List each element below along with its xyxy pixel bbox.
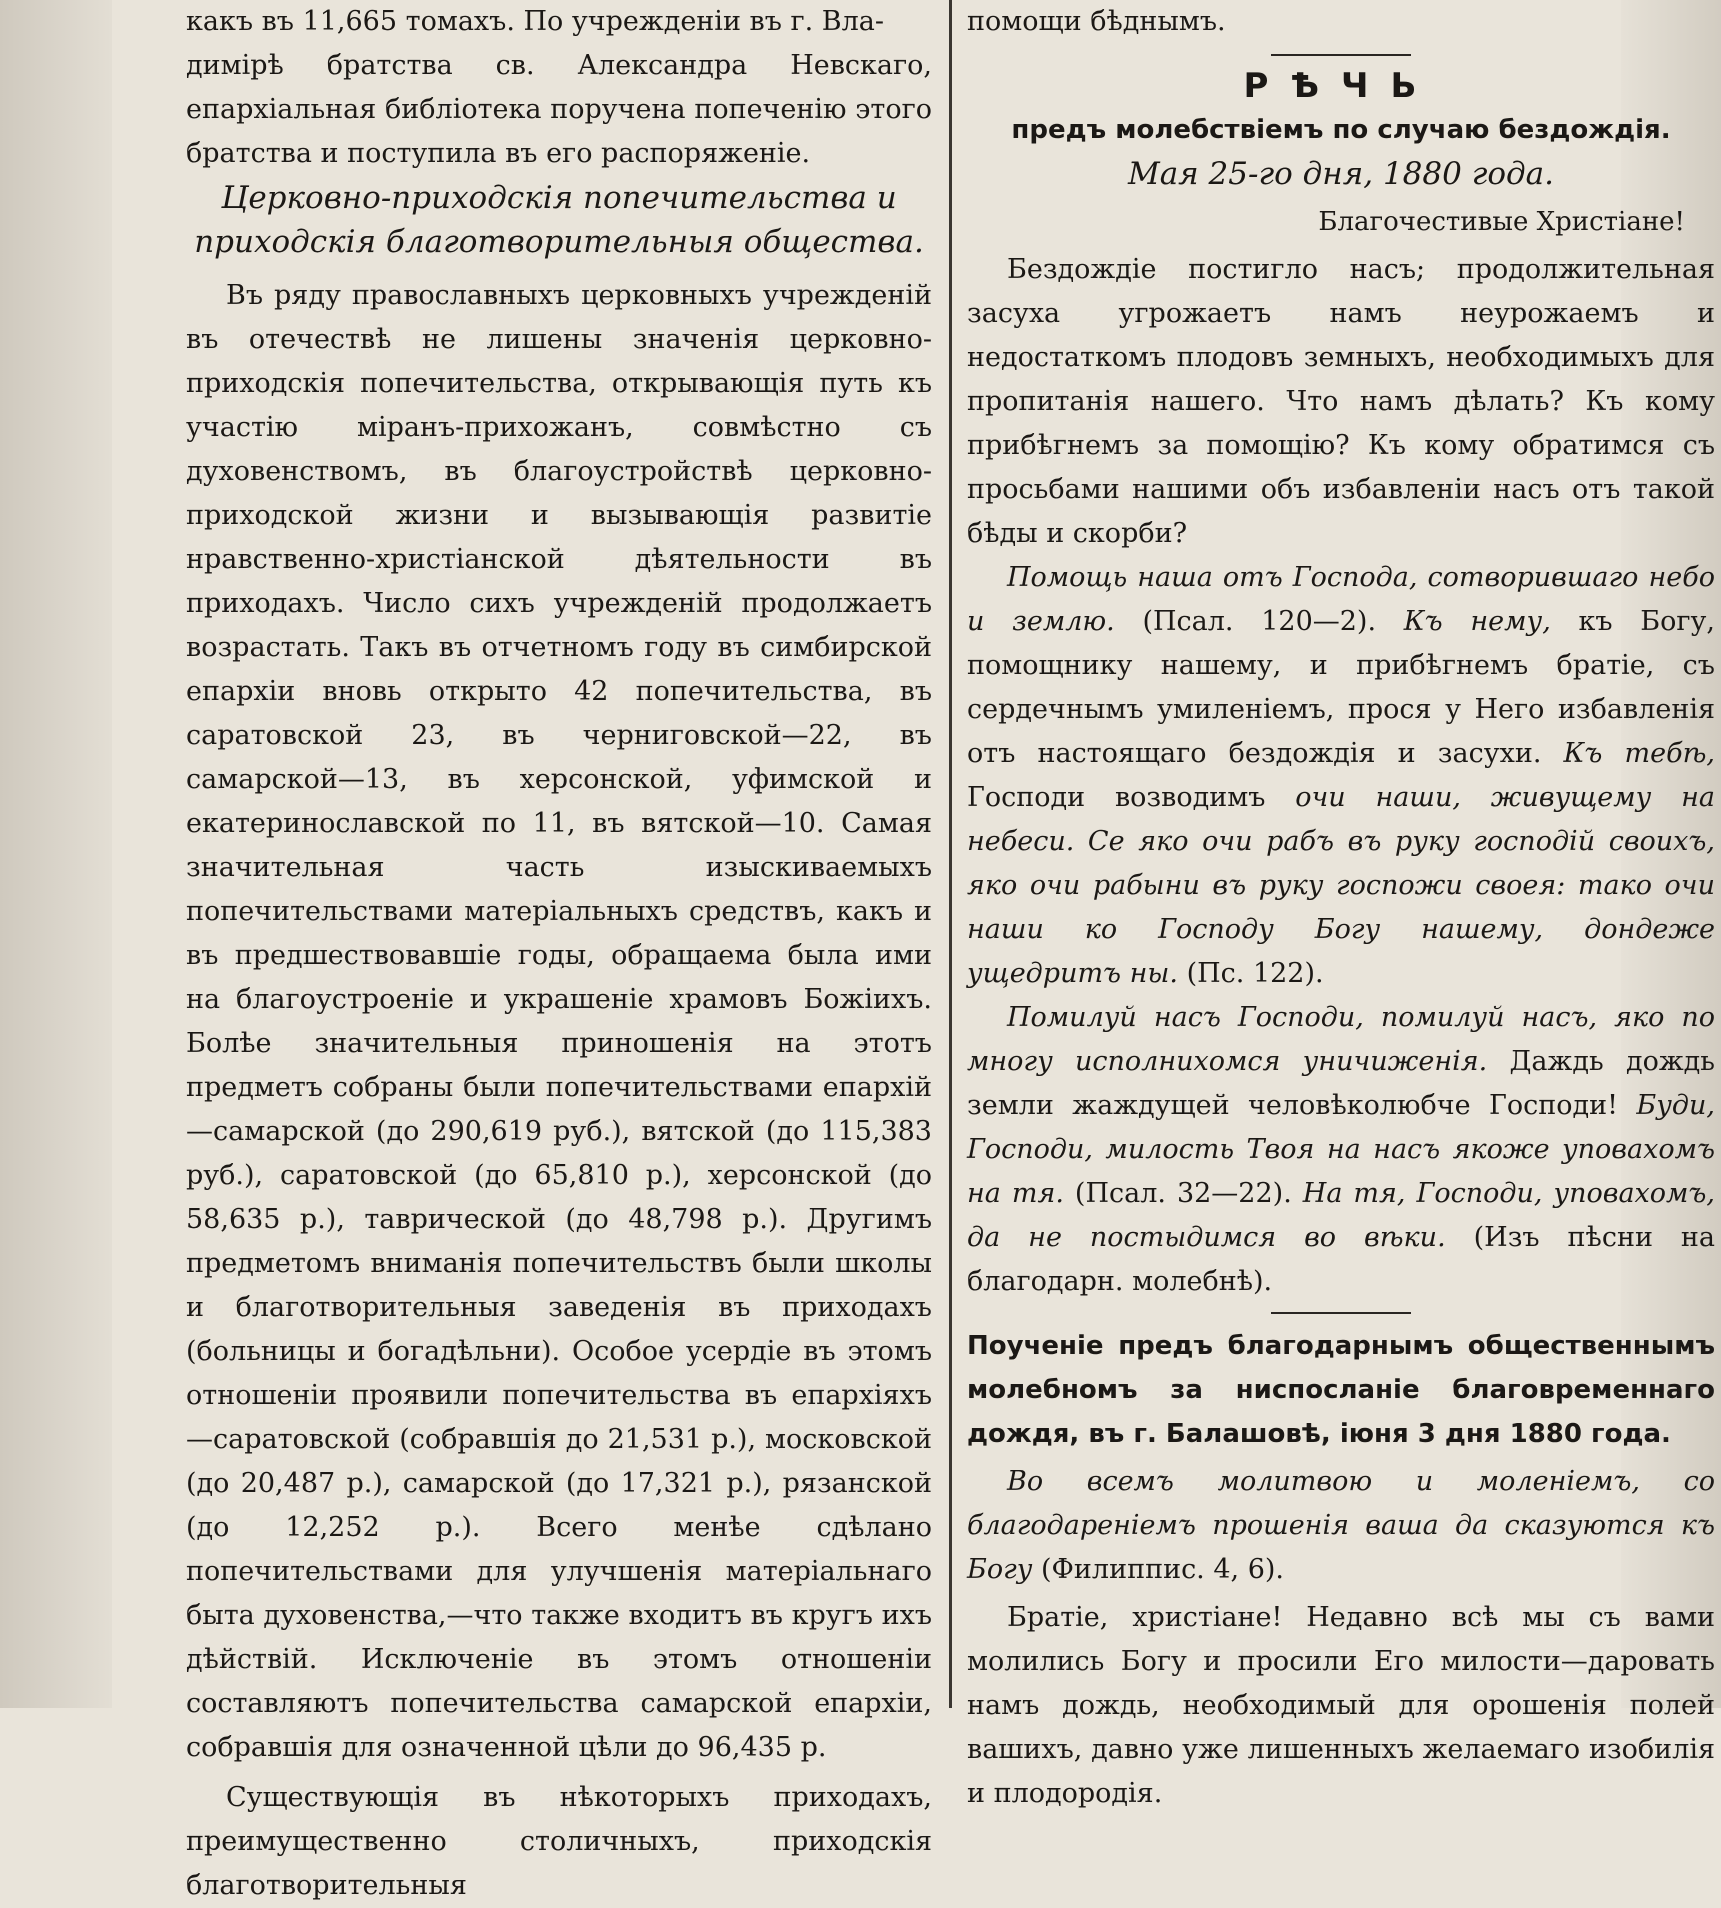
- section-heading: Церковно-приходскія попечительства и приходскія благотворительныя общества.: [194, 180, 924, 260]
- eyes-quote: очи наши, живущему на небеси. Се яко очи рабъ въ руку господій своихъ, яко очи рабыни въ руку госпожи своея: тако очи наши ко Господу Богу нашему, дондеже ущедритъ ны.: [967, 782, 1715, 989]
- rain-plea: Даждь дождь земли жаждущей человѣколюбче Господи!: [967, 1046, 1715, 1121]
- psalm-122-ref: (Пс. 122).: [1178, 958, 1324, 989]
- mercy-paragraph: [967, 996, 1715, 1304]
- speech-date: Мая 25-го дня, 1880 года.: [1127, 156, 1555, 192]
- right-top-cut-line: помощи бѣднымъ.: [967, 6, 1226, 37]
- brethren-paragraph: Братіе, христіане! Недавно всѣ мы съ вами молились Богу и просили Его милости—даровать намъ дождь, необходимый для орошенія полей вашихъ, давно уже лишенныхъ желаемаго изобилія и плодородія.: [967, 1602, 1715, 1809]
- hymn-ref: (Изъ пѣсни на благодарн. молебнѣ).: [967, 1222, 1715, 1297]
- charitable-societies-paragraph: Существующія въ нѣкоторыхъ приходахъ, преимущественно столичныхъ, приходскія благотворительныя: [186, 1782, 932, 1901]
- to-thee-quote: Къ тебѣ,: [1563, 738, 1715, 769]
- to-him-quote: Къ нему,: [1403, 606, 1551, 637]
- column-divider: [949, 0, 952, 1708]
- top-rule: [1271, 54, 1411, 56]
- trusteeships-paragraph: Въ ряду православныхъ церковныхъ учрежденій въ отечествѣ не лишены значенія церковно-приходскія попечительства, открывающія путь къ участію міранъ-прихожанъ, совмѣстно съ духовенствомъ, въ благоустройствѣ церковно-приходской жизни и вызывающія развитіе нравственно-христіанской дѣятельности въ приходахъ. Число сихъ учрежденій продолжаетъ возрастать. Такъ въ отчетномъ году въ симбирской епархіи вновь открыто 42 попечительства, въ саратовской 23, въ черниговской—22, въ самарской—13, въ херсонской, уфимской и екатеринославской по 11, въ вятской—10. Самая значительная часть изыскиваемыхъ попечительствами матеріальныхъ средствъ, какъ и въ предшествовавшіе годы, обращаема была ими на благоустроеніе и украшеніе храмовъ Божіихъ. Болѣе значительныя приношенія на этотъ предметъ собраны были попечительствами епархій—самарской (до 290,619 руб.), вятской (до 115,383 руб.), саратовской (до 65,810 р.), херсонской (до 58,635 р.), таврической (до 48,798 р.). Другимъ предметомъ вниманія попечительствъ были школы и благотворительныя заведенія въ приходахъ (больницы и богадѣльни). Особое усердіе въ этомъ отношеніи проявили попечительства въ епархіяхъ—саратовской (собравшія до 21,531 р.), московской (до 20,487 р.), самарской (до 17,321 р.), рязанской (до 12,252 р.). Всего менѣе сдѣлано попечительствами для улучшенія матеріальнаго быта духовенства,—что также входитъ въ кругъ ихъ дѣйствій. Исключеніе въ этомъ отношеніи составляютъ попечительства самарской епархіи, собравшія для означенной цѣли до 96,435 р.: [186, 280, 932, 1763]
- be-mercy-quote: Буди, Господи, милость Твоя на насъ якоже уповахомъ на тя.: [967, 1090, 1715, 1209]
- library-paragraph: димірѣ братства св. Александра Невскаго, епархіальная библіотека поручена попеченію этого братства и поступила въ его распоряженіе.: [186, 50, 932, 169]
- help-paragraph: [967, 556, 1715, 996]
- sermon-heading: Поученіе предъ благодарнымъ общественнымъ молебномъ за ниспосланіе благовременнаго дождя, въ г. Балашовѣ, іюня 3 дня 1880 года.: [967, 1331, 1715, 1449]
- speech-greeting: Благочестивые Христіане!: [1318, 207, 1685, 237]
- epigraph: [967, 1460, 1715, 1592]
- epigraph-quote: Во всемъ молитвою и моленіемъ, со благодареніемъ прошенія ваша да сказуются къ Богу: [967, 1466, 1715, 1585]
- lord-text: Господи возводимъ: [967, 782, 1296, 813]
- psalm-quote: Помощь наша отъ Господа, сотворившаго небо и землю.: [967, 562, 1715, 637]
- trust-quote: На тя, Господи, уповахомъ, да не постыдимся во вѣки.: [967, 1178, 1716, 1253]
- left-top-cut-line: какъ въ 11,665 томахъ. По учрежденіи въ г. Вла-: [186, 6, 885, 37]
- left-page-margin: [0, 0, 112, 1708]
- mercy-quote: Помилуй насъ Господи, помилуй насъ, яко по многу исполнихомся уничиженія.: [967, 1002, 1715, 1077]
- speech-title: РѢЧЬ: [1243, 66, 1439, 106]
- to-god-text: къ Богу, помощнику нашему, и прибѣгнемъ братіе, съ сердечнымъ умиленіемъ, прося у Него избавленія отъ настоящаго бездождія и засухи.: [967, 606, 1716, 769]
- drought-paragraph: Бездождіе постигло насъ; продолжительная засуха угрожаетъ намъ неурожаемъ и недостаткомъ плодовъ земныхъ, необходимыхъ для пропитанія нашего. Что намъ дѣлать? Къ кому прибѣгнемъ за помощію? Къ кому обратимся съ просьбами нашими объ избавленіи насъ отъ такой бѣды и скорби?: [967, 254, 1715, 549]
- epigraph-ref: (Филиппис. 4, 6).: [1032, 1554, 1284, 1585]
- middle-rule: [1271, 1312, 1411, 1314]
- speech-subtitle: предъ молебствіемъ по случаю бездождія.: [1011, 115, 1671, 145]
- left-column: [186, 0, 932, 1908]
- right-column: [967, 0, 1715, 1816]
- psalm-ref: (Псал. 120—2).: [1114, 606, 1404, 637]
- psalm-32-ref: (Псал. 32—22).: [1063, 1178, 1303, 1209]
